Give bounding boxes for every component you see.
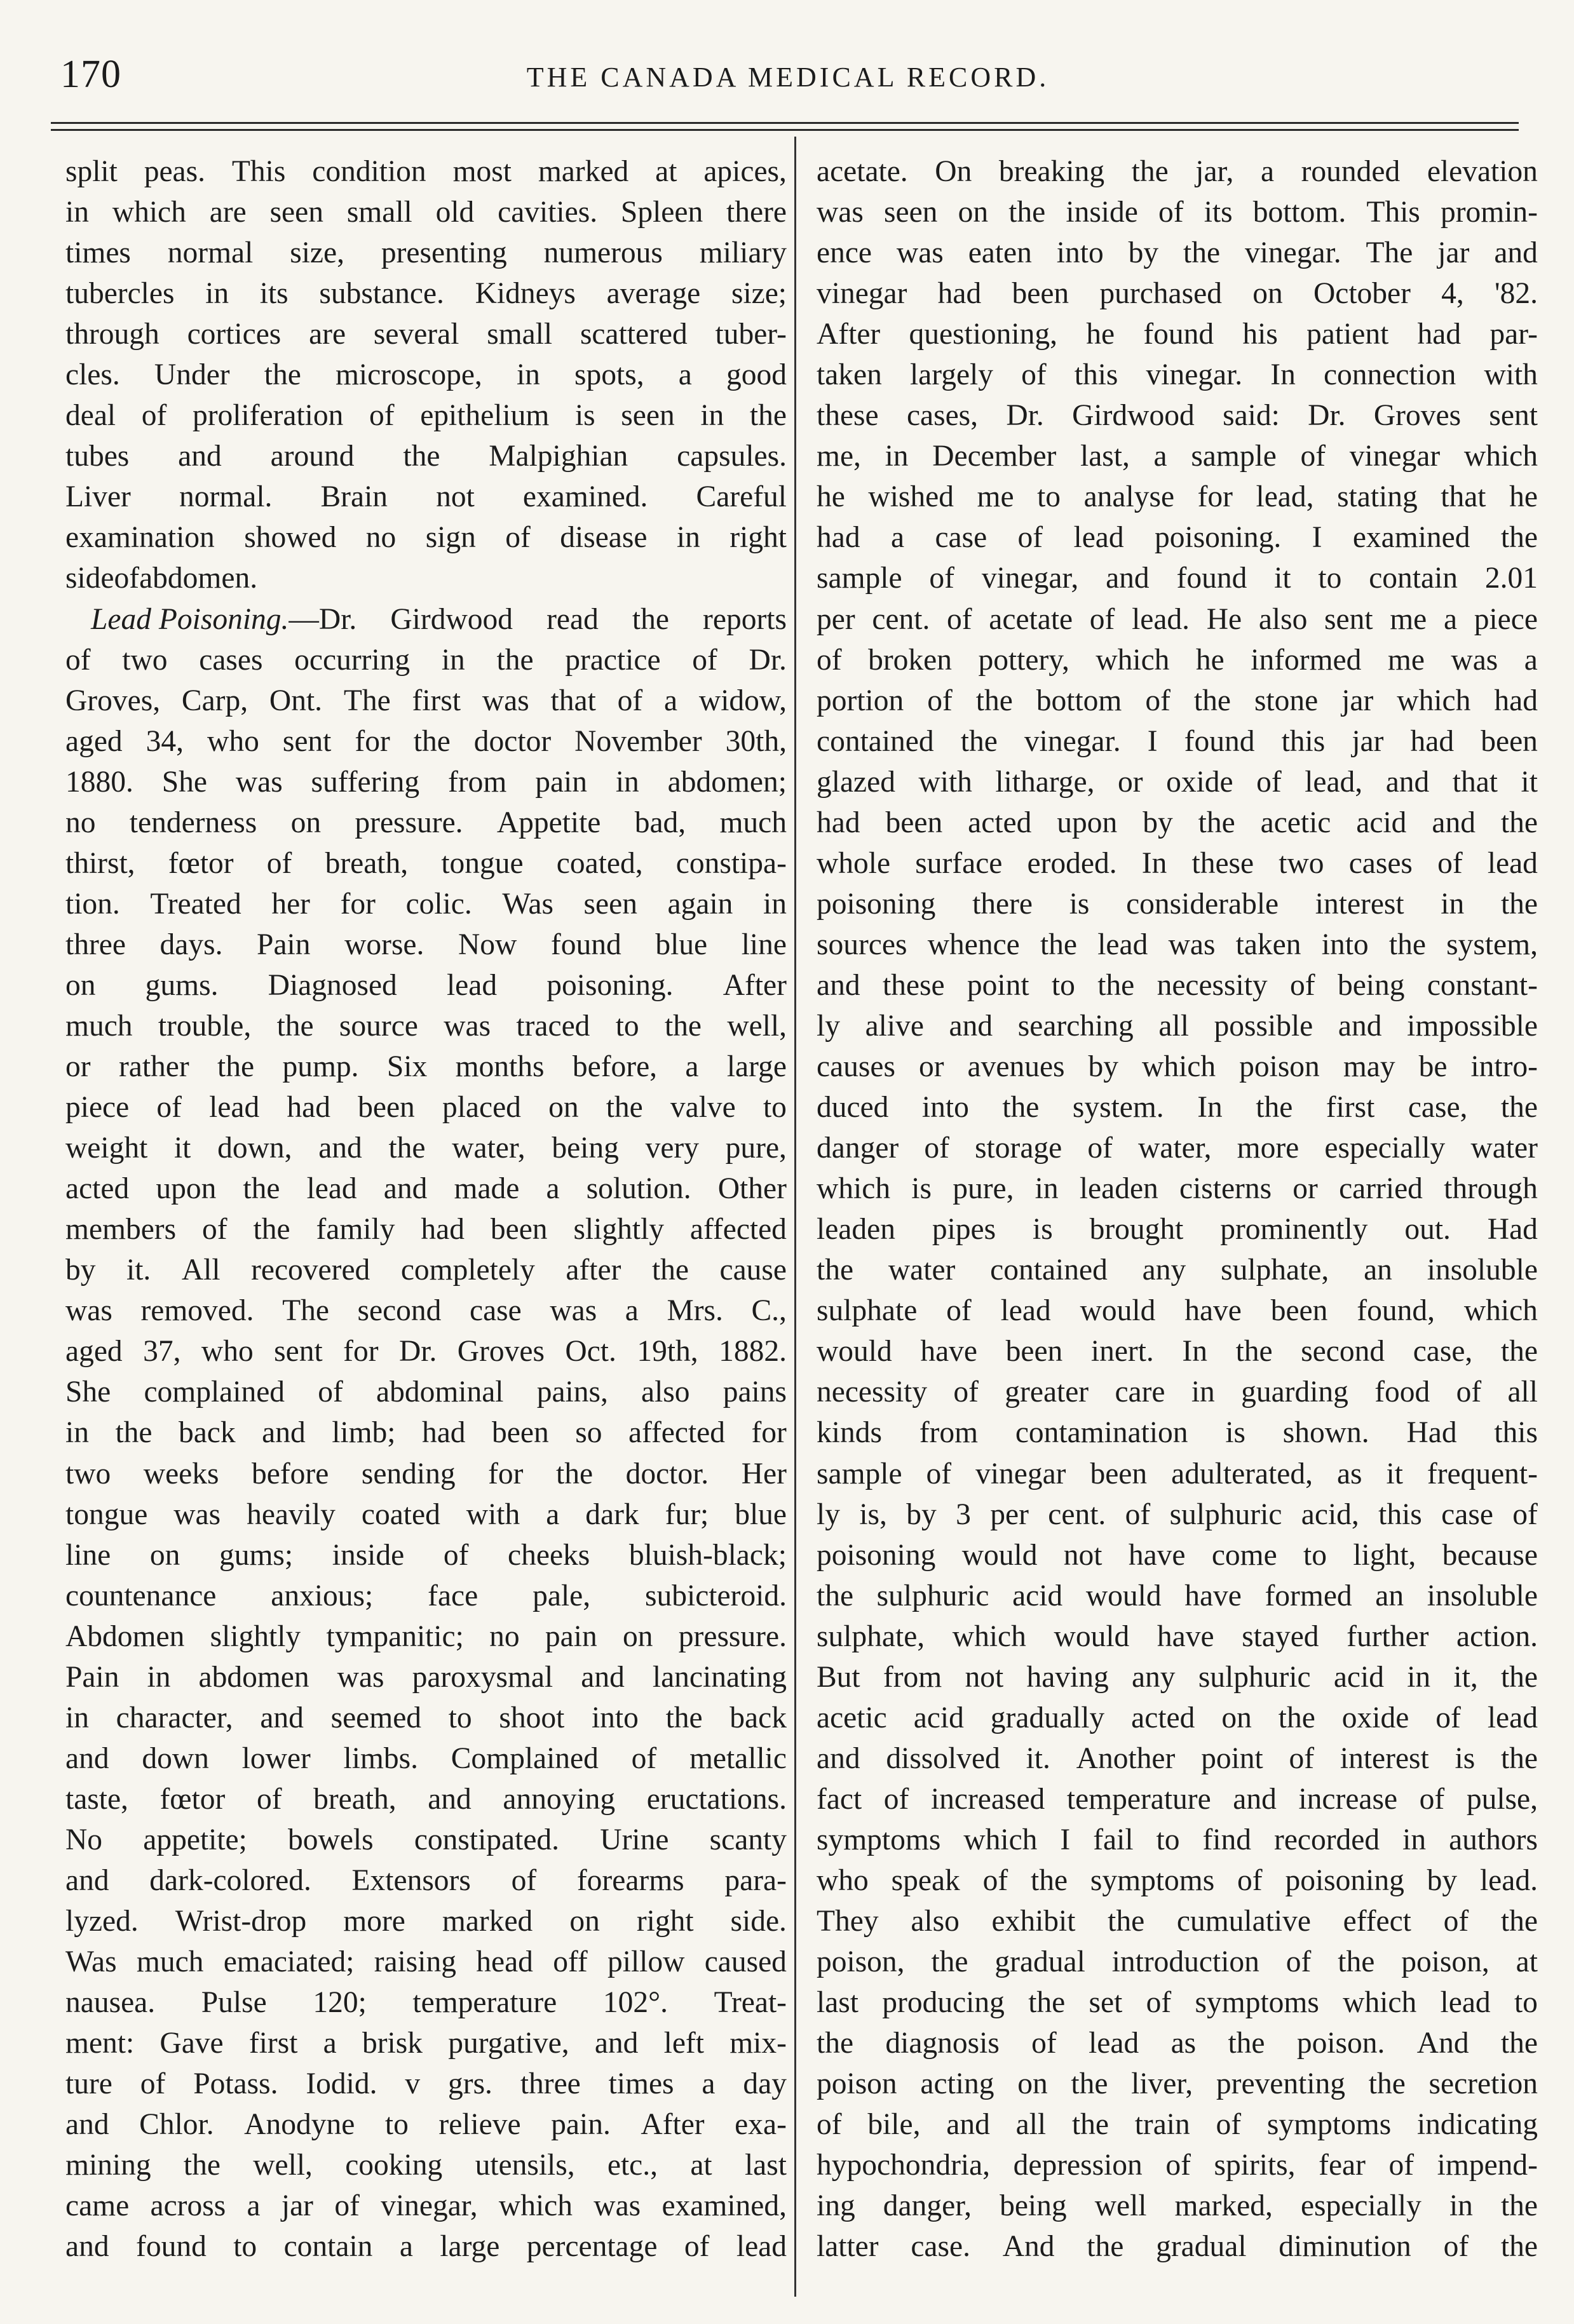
text-line: of bile, and all the train of symptoms indicating xyxy=(817,2108,1538,2142)
text-line: and Chlor. Anodyne to relieve pain. After exa- xyxy=(65,2108,787,2142)
text-line: Lead Poisoning.—Dr. Girdwood read the reports xyxy=(91,602,787,636)
text-line: would have been inert. In the second case, the xyxy=(817,1335,1538,1368)
text-line: much trouble, the source was traced to the well, xyxy=(65,1009,787,1043)
text-line: lyzed. Wrist-drop more marked on right side. xyxy=(65,1905,787,1938)
text-line: the water contained any sulphate, an insoluble xyxy=(817,1253,1538,1287)
text-line: tubercles in its substance. Kidneys average size; xyxy=(65,277,787,311)
text-line: times normal size, presenting numerous miliary xyxy=(65,236,787,270)
text-line: ence was eaten into by the vinegar. The jar and xyxy=(817,236,1538,270)
text-line: ment: Gave first a brisk purgative, and left mix- xyxy=(65,2027,787,2060)
text-line: She complained of abdominal pains, also pains xyxy=(65,1375,787,1409)
text-line: 1880. She was suffering from pain in abdomen; xyxy=(65,765,787,799)
text-line: sources whence the lead was taken into the system, xyxy=(817,928,1538,961)
text-line: weight it down, and the water, being very pure, xyxy=(65,1132,787,1165)
text-line: acetate. On breaking the jar, a rounded elevation xyxy=(817,155,1538,188)
text-line: per cent. of acetate of lead. He also sent me a piece xyxy=(817,602,1538,636)
text-line: No appetite; bowels constipated. Urine scanty xyxy=(65,1823,787,1856)
section-heading: Lead Poisoning. xyxy=(91,602,289,636)
text-line: me, in December last, a sample of vinegar which xyxy=(817,440,1538,473)
text-line: and down lower limbs. Complained of metallic xyxy=(65,1741,787,1775)
text-line: he wished me to analyse for lead, stating that he xyxy=(817,480,1538,514)
page-header xyxy=(60,44,1516,102)
text-line: sulphate, which would have stayed further action. xyxy=(817,1619,1538,1653)
text-line: But from not having any sulphuric acid in it, the xyxy=(817,1660,1538,1694)
text-line: of two cases occurring in the practice of Dr. xyxy=(65,643,787,677)
text-line: two weeks before sending for the doctor. Her xyxy=(65,1457,787,1490)
text-line: or rather the pump. Six months before, a large xyxy=(65,1050,787,1084)
text-line: whole surface eroded. In these two cases of lead xyxy=(817,846,1538,880)
text-line: deal of proliferation of epithelium is seen in the xyxy=(65,399,787,433)
text-line: sample of vinegar, and found it to contain 2.01 xyxy=(817,562,1538,595)
text-line: last producing the set of symptoms which lead to xyxy=(817,1986,1538,2020)
text-line: on gums. Diagnosed lead poisoning. After xyxy=(65,968,787,1002)
text-line: poisoning would not have come to light, because xyxy=(817,1538,1538,1572)
text-line: tongue was heavily coated with a dark fur; blue xyxy=(65,1497,787,1531)
text-line: taste, fœtor of breath, and annoying eructations. xyxy=(65,1782,787,1816)
text-line: contained the vinegar. I found this jar had been xyxy=(817,724,1538,758)
text-line: and found to contain a large percentage of lead xyxy=(65,2230,787,2264)
text-line: tubes and around the Malpighian capsules. xyxy=(65,440,787,473)
text-line: came across a jar of vinegar, which was examined, xyxy=(65,2189,787,2223)
header-rule-bottom xyxy=(51,129,1519,131)
text-line: aged 37, who sent for Dr. Groves Oct. 19th, 1882. xyxy=(65,1335,787,1368)
text-line: Pain in abdomen was paroxysmal and lancinating xyxy=(65,1660,787,1694)
text-line: poisoning there is considerable interest in the xyxy=(817,887,1538,921)
text-line: duced into the system. In the first case, the xyxy=(817,1091,1538,1125)
text-line: After questioning, he found his patient had par- xyxy=(817,318,1538,351)
column-divider xyxy=(794,137,796,2297)
text-line: mining the well, cooking utensils, etc., at last xyxy=(65,2149,787,2182)
text-line: and dissolved it. Another point of interest is the xyxy=(817,1741,1538,1775)
text-line: through cortices are several small scattered tuber- xyxy=(65,318,787,351)
text-line: three days. Pain worse. Now found blue line xyxy=(65,928,787,961)
text-line: acetic acid gradually acted on the oxide of lead xyxy=(817,1701,1538,1734)
text-line: Groves, Carp, Ont. The first was that of a widow, xyxy=(65,684,787,717)
text-line: Liver normal. Brain not examined. Careful xyxy=(65,480,787,514)
text-line: piece of lead had been placed on the valve to xyxy=(65,1091,787,1125)
text-line: who speak of the symptoms of poisoning by lead. xyxy=(817,1863,1538,1897)
text-line: no tenderness on pressure. Appetite bad, much xyxy=(65,806,787,839)
text-line: in which are seen small old cavities. Spleen there xyxy=(65,196,787,229)
text-line: latter case. And the gradual diminution of the xyxy=(817,2230,1538,2264)
text-line: the sulphuric acid would have formed an insoluble xyxy=(817,1579,1538,1612)
text-line: They also exhibit the cumulative effect of the xyxy=(817,1905,1538,1938)
text-line: Abdomen slightly tympanitic; no pain on pressure. xyxy=(65,1619,787,1653)
text-line: danger of storage of water, more especially water xyxy=(817,1132,1538,1165)
text-line: aged 34, who sent for the doctor November 30th, xyxy=(65,724,787,758)
text-line: countenance anxious; face pale, subicteroid. xyxy=(65,1579,787,1612)
text-line: split peas. This condition most marked at apices, xyxy=(65,155,787,188)
text-line: ly alive and searching all possible and impossible xyxy=(817,1009,1538,1043)
text-line: kinds from contamination is shown. Had this xyxy=(817,1416,1538,1450)
text-line: acted upon the lead and made a solution. Other xyxy=(65,1172,787,1206)
text-line: these cases, Dr. Girdwood said: Dr. Groves sent xyxy=(817,399,1538,433)
text-line: causes or avenues by which poison may be intro- xyxy=(817,1050,1538,1084)
text-line: was removed. The second case was a Mrs. C., xyxy=(65,1294,787,1328)
text-line: poison acting on the liver, preventing the secretion xyxy=(817,2067,1538,2101)
text-line: leaden pipes is brought prominently out. Had xyxy=(817,1213,1538,1246)
text-line: was seen on the inside of its bottom. This promin- xyxy=(817,196,1538,229)
text-line: glazed with litharge, or oxide of lead, and that it xyxy=(817,765,1538,799)
text-line: in the back and limb; had been so affected for xyxy=(65,1416,787,1450)
text-line: necessity of greater care in guarding food of all xyxy=(817,1375,1538,1409)
text-line: taken largely of this vinegar. In connection with xyxy=(817,358,1538,392)
journal-title: THE CANADA MEDICAL RECORD. xyxy=(526,62,1050,93)
right-column xyxy=(817,151,1538,2267)
text-line: line on gums; inside of cheeks bluish-black; xyxy=(65,1538,787,1572)
text-line: ly is, by 3 per cent. of sulphuric acid, this case of xyxy=(817,1497,1538,1531)
text-line: had been acted upon by the acetic acid and the xyxy=(817,806,1538,839)
text-line: symptoms which I fail to find recorded in authors xyxy=(817,1823,1538,1856)
text-line: examination showed no sign of disease in right xyxy=(65,521,787,555)
page-number: 170 xyxy=(60,53,121,96)
text-line: had a case of lead poisoning. I examined the xyxy=(817,521,1538,555)
text-line: poison, the gradual introduction of the poison, at xyxy=(817,1945,1538,1979)
text-line: portion of the bottom of the stone jar which had xyxy=(817,684,1538,717)
text-line: of broken pottery, which he informed me was a xyxy=(817,643,1538,677)
text-line: nausea. Pulse 120; temperature 102°. Treat- xyxy=(65,1986,787,2020)
text-line: hypochondria, depression of spirits, fear of impend- xyxy=(817,2149,1538,2182)
text-line: Was much emaciated; raising head off pillow caused xyxy=(65,1945,787,1979)
text-line: the diagnosis of lead as the poison. And the xyxy=(817,2027,1538,2060)
text-line: members of the family had been slightly affected xyxy=(65,1213,787,1246)
text-line: fact of increased temperature and increase of pulse, xyxy=(817,1782,1538,1816)
text-line: which is pure, in leaden cisterns or carried through xyxy=(817,1172,1538,1206)
header-rule-top xyxy=(51,122,1519,124)
text-line: vinegar had been purchased on October 4, '82. xyxy=(817,277,1538,311)
text-line: thirst, fœtor of breath, tongue coated, constipa- xyxy=(65,846,787,880)
left-column xyxy=(65,151,787,2267)
text-line: sulphate of lead would have been found, which xyxy=(817,1294,1538,1328)
text-line: in character, and seemed to shoot into the back xyxy=(65,1701,787,1734)
text-line: ture of Potass. Iodid. v grs. three times a day xyxy=(65,2067,787,2101)
text-line: tion. Treated her for colic. Was seen again in xyxy=(65,887,787,921)
text-line: side of abdomen. xyxy=(65,562,258,595)
text-line: and these point to the necessity of being constant- xyxy=(817,968,1538,1002)
text-line: ing danger, being well marked, especially in the xyxy=(817,2189,1538,2223)
text-line: sample of vinegar been adulterated, as it frequent- xyxy=(817,1457,1538,1490)
text-line: and dark-colored. Extensors of forearms para- xyxy=(65,1863,787,1897)
text-line: by it. All recovered completely after the cause xyxy=(65,1253,787,1287)
text-line: cles. Under the microscope, in spots, a good xyxy=(65,358,787,392)
